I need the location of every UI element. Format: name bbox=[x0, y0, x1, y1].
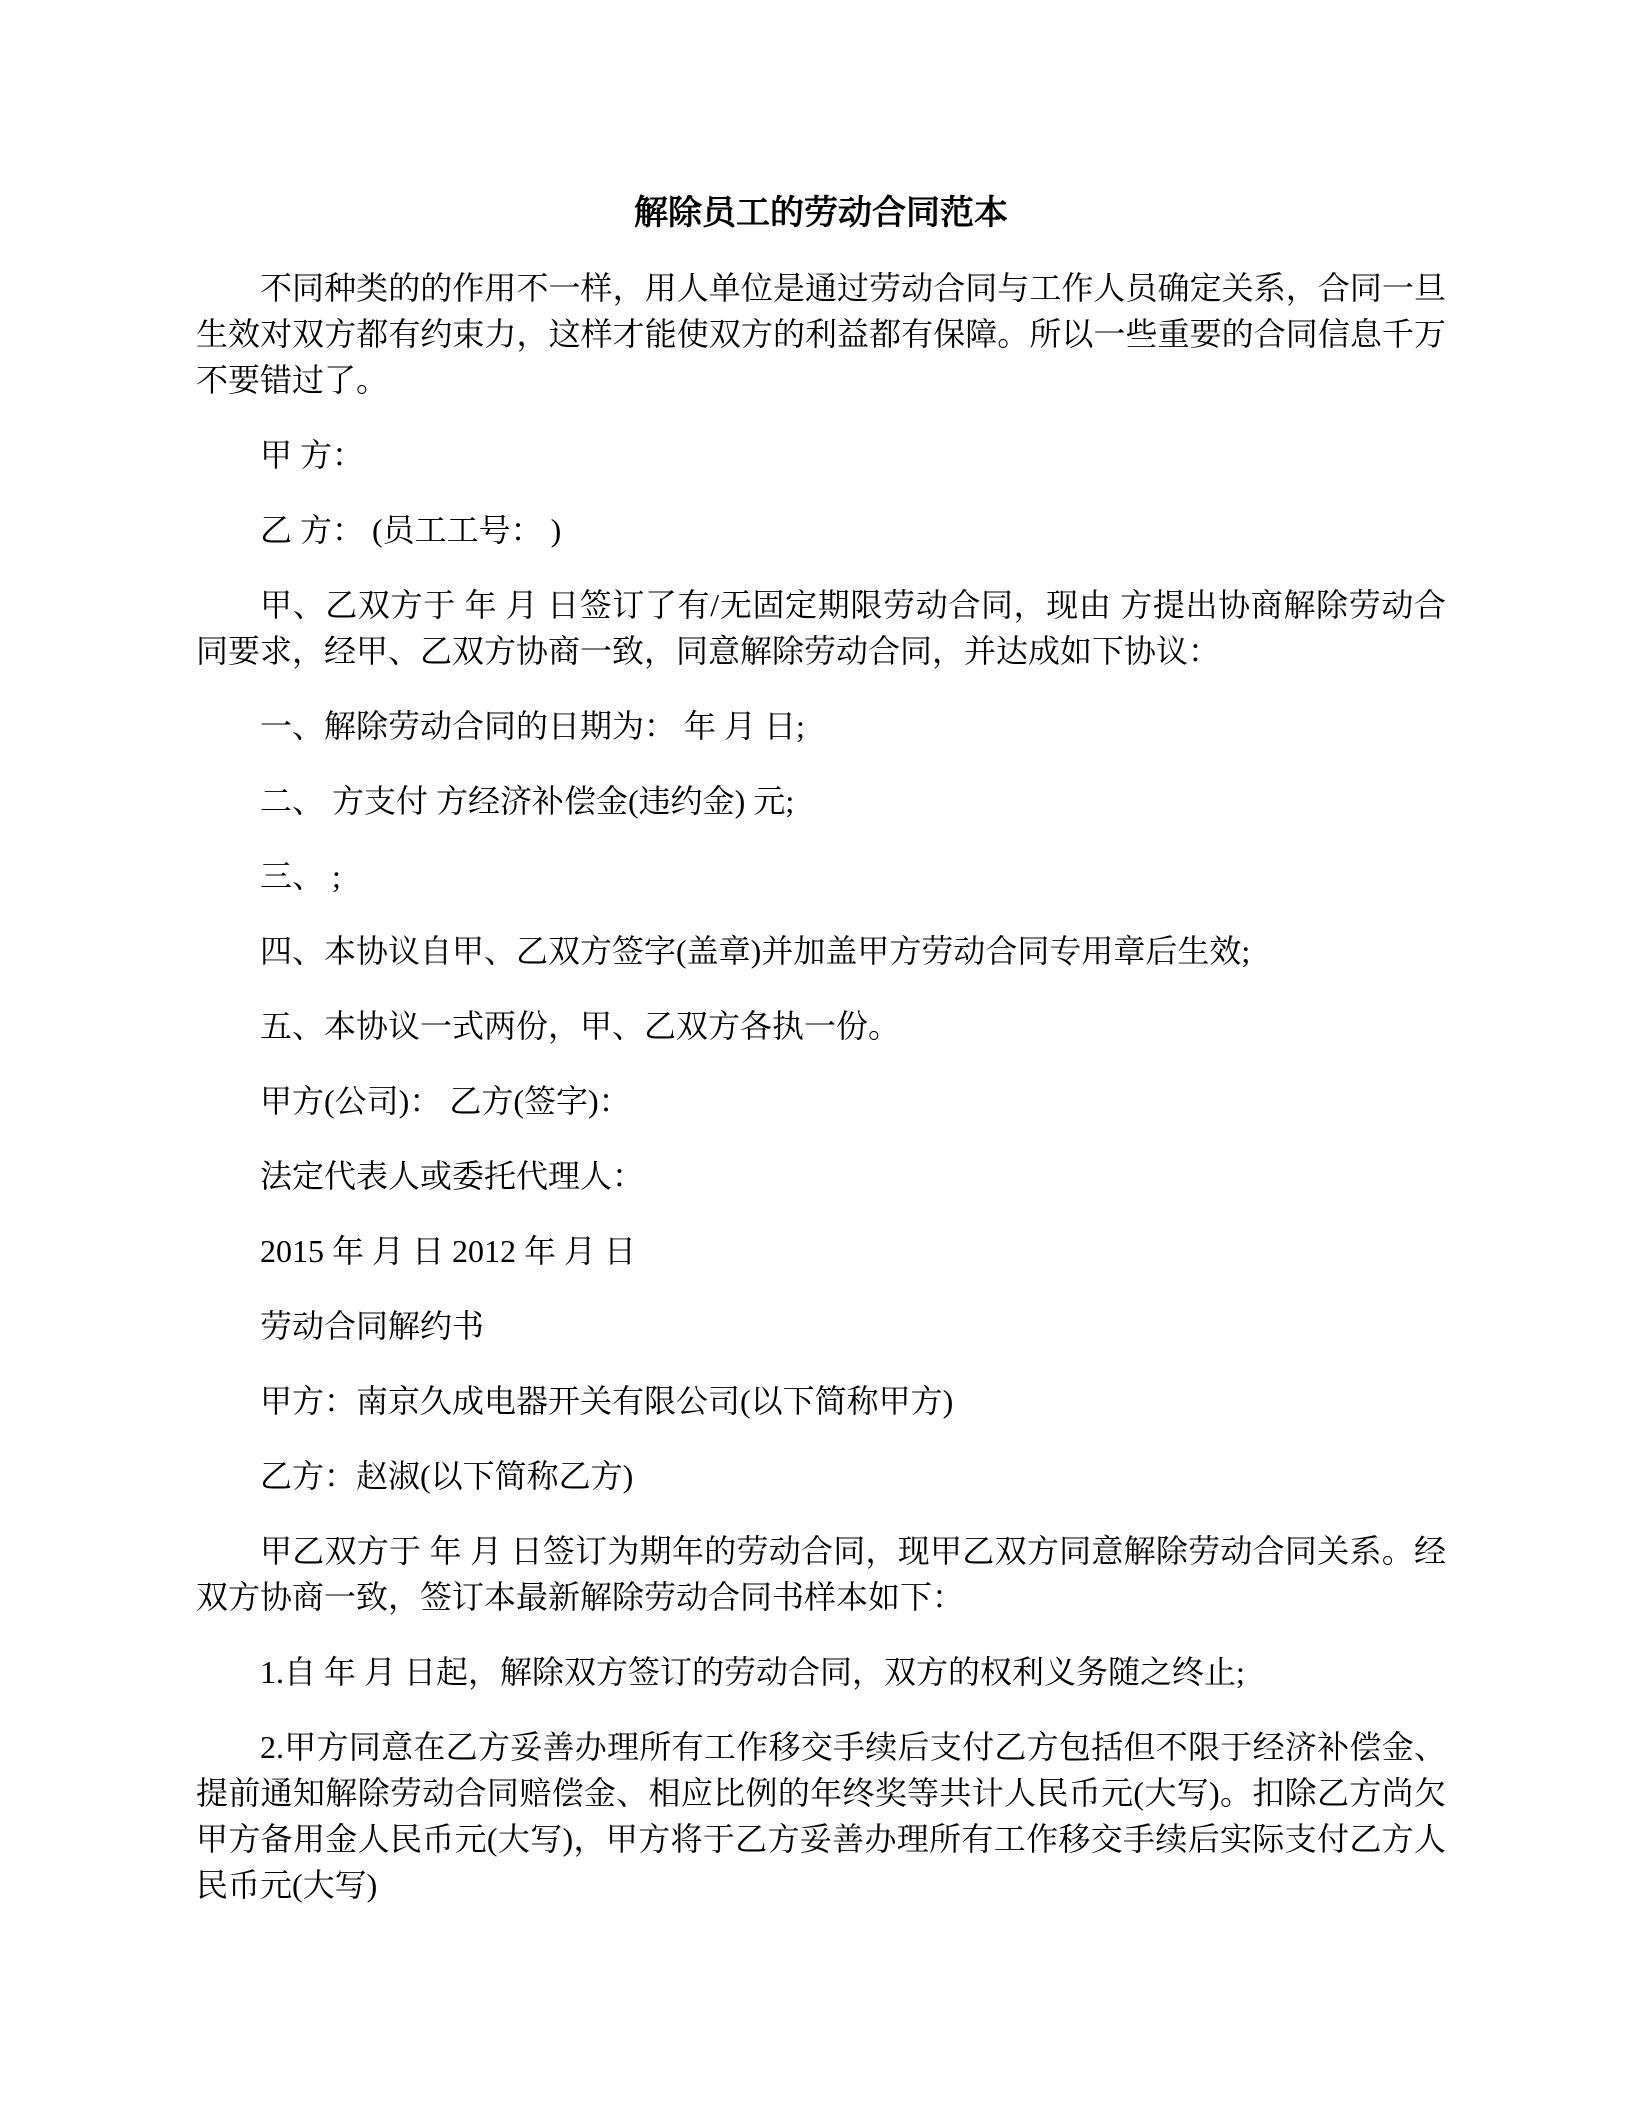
paragraph: 法定代表人或委托代理人： bbox=[260, 1158, 645, 1194]
paragraph: 甲、乙双方于 年 月 日签订了有/无固定期限劳动合同，现由 方提出协商解除劳动合同要求，经甲、乙双方协商一致，同意解除劳动合同，并达成如下协议： bbox=[196, 587, 1446, 669]
paragraph: 甲方(公司)： 乙方(签字)： bbox=[260, 1083, 631, 1119]
paragraph: 五、本协议一式两份，甲、乙双方各执一份。 bbox=[260, 1008, 901, 1044]
paragraph: 二、 方支付 方经济补偿金(违约金) 元; bbox=[260, 783, 795, 819]
paragraph: 甲方：南京久成电器开关有限公司(以下简称甲方) bbox=[260, 1383, 954, 1419]
document-title: 解除员工的劳动合同范本 bbox=[634, 194, 1008, 232]
paragraph: 1.自 年 月 日起，解除双方签订的劳动合同，双方的权利义务随之终止; bbox=[260, 1654, 1245, 1690]
paragraph: 不同种类的的作用不一样，用人单位是通过劳动合同与工作人员确定关系，合同一旦生效对双方都有约束力，这样才能使双方的利益都有保障。所以一些重要的合同信息千万不要错过了。 bbox=[196, 270, 1446, 398]
paragraph: 乙方：赵淑(以下简称乙方) bbox=[260, 1458, 634, 1494]
paragraph: 乙 方： (员工工号： ) bbox=[260, 512, 562, 548]
paragraph: 四、本协议自甲、乙双方签字(盖章)并加盖甲方劳动合同专用章后生效; bbox=[260, 933, 1251, 969]
paragraph: 甲乙双方于 年 月 日签订为期年的劳动合同，现甲乙双方同意解除劳动合同关系。经双方协商一致，签订本最新解除劳动合同书样本如下： bbox=[196, 1533, 1446, 1615]
paragraph: 2.甲方同意在乙方妥善办理所有工作移交手续后支付乙方包括但不限于经济补偿金、提前通知解除劳动合同赔偿金、相应比例的年终奖等共计人民币元(大写)。扣除乙方尚欠甲方备用金人民币元(大写)，甲方将于乙方妥善办理所有工作移交手续后实际支付乙方人民币元(大写) bbox=[196, 1729, 1446, 1903]
paragraph: 劳动合同解约书 bbox=[260, 1308, 485, 1344]
document-body bbox=[196, 265, 1446, 1908]
paragraph: 一、解除劳动合同的日期为： 年 月 日; bbox=[260, 708, 805, 744]
paragraph: 2015 年 月 日 2012 年 月 日 bbox=[260, 1233, 637, 1269]
paragraph: 甲 方： bbox=[260, 437, 365, 473]
paragraph: 三、 ; bbox=[260, 858, 341, 894]
